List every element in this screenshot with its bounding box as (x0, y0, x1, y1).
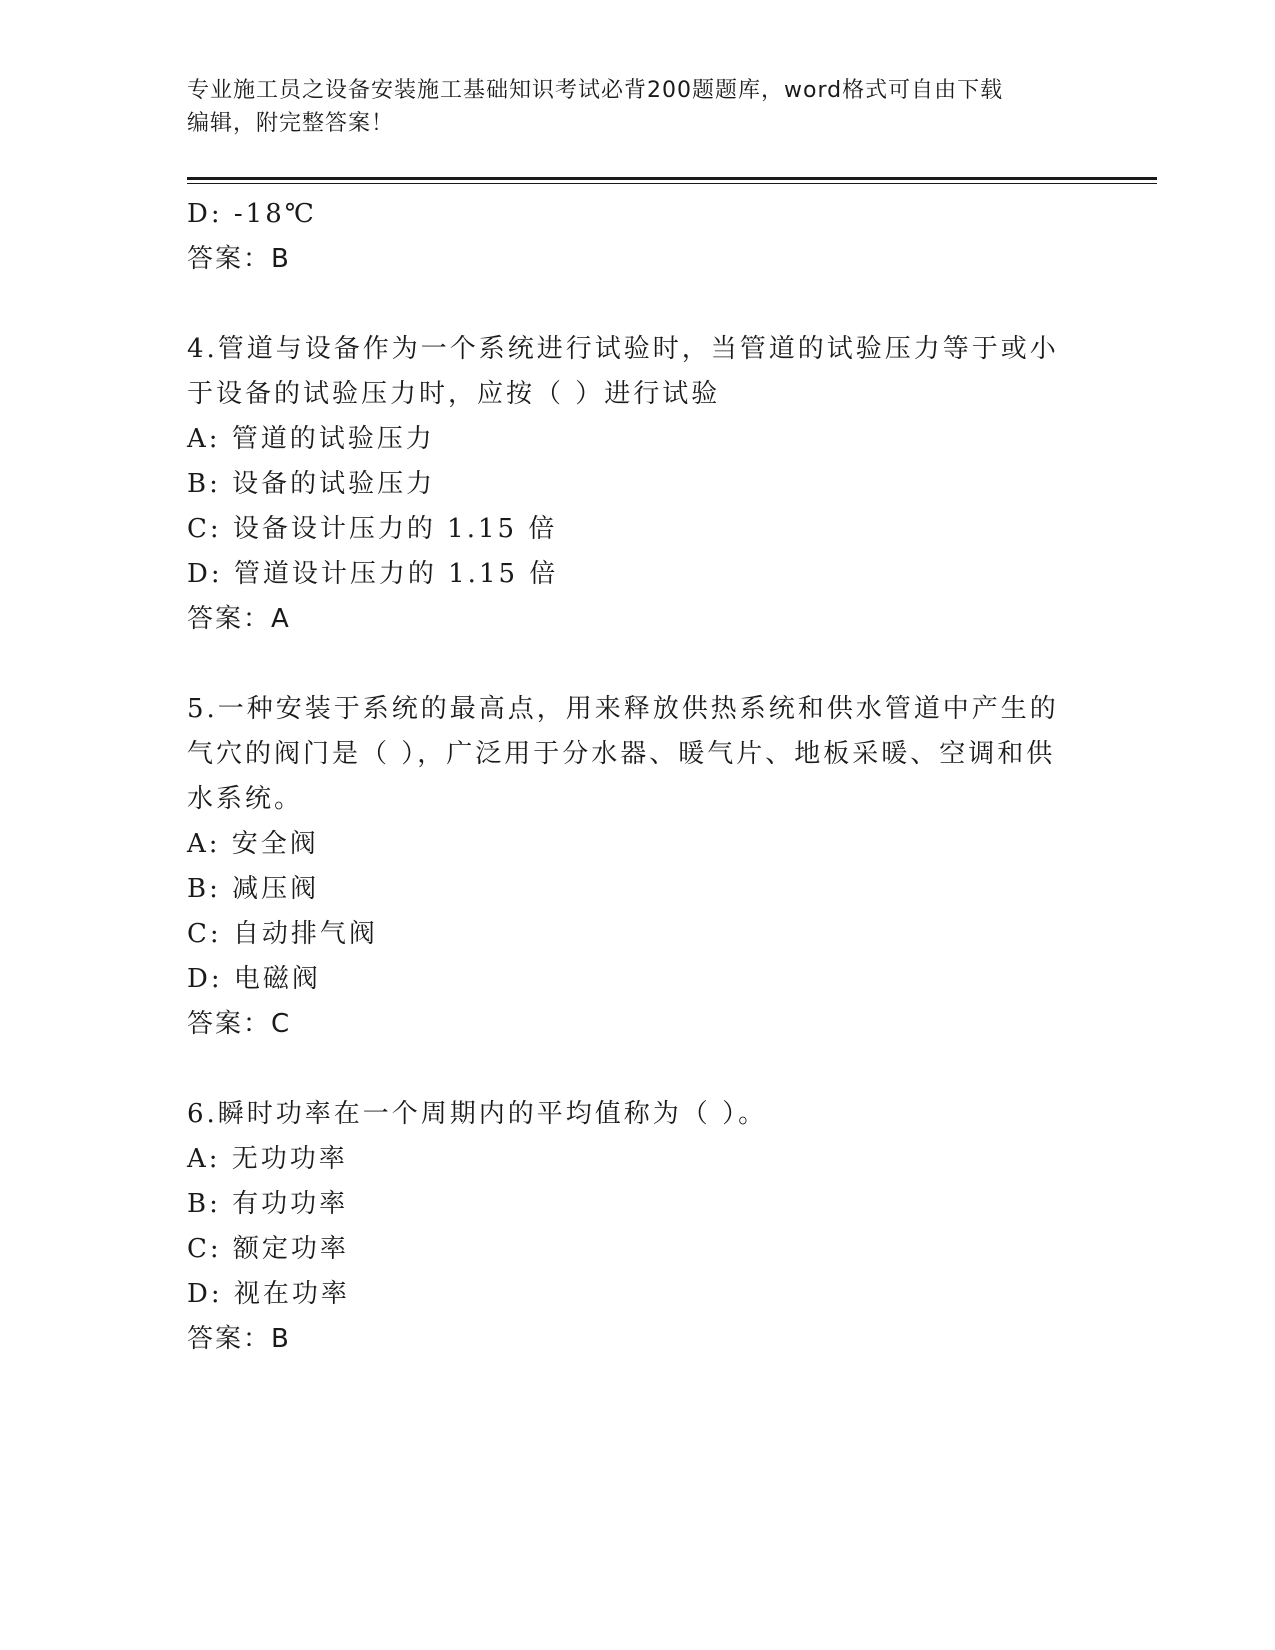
spacer (187, 642, 1087, 687)
header-divider-thick (187, 177, 1157, 180)
option-c: C: 设备设计压力的 1.15 倍 (187, 514, 558, 544)
answer-label: 答案：C (187, 1009, 292, 1039)
question-stem-line: 4.管道与设备作为一个系统进行试验时，当管道的试验压力等于或小 (187, 334, 1059, 364)
question-3-tail (187, 192, 1087, 282)
question-stem-line: 气穴的阀门是（ ），广泛用于分水器、暖气片、地板采暖、空调和供 (187, 739, 1056, 769)
option-b: B: 有功功率 (187, 1189, 349, 1219)
question-stem-line: 水系统。 (187, 784, 304, 814)
option-a: A: 安全阀 (187, 829, 319, 859)
option-b: B: 减压阀 (187, 874, 320, 904)
option-a: A: 无功功率 (187, 1144, 348, 1174)
question-5 (187, 687, 1087, 1047)
option-d: D: 视在功率 (187, 1279, 350, 1309)
header-divider-thin (187, 183, 1157, 184)
answer-label: 答案：B (187, 244, 291, 274)
header-line-2: 编辑，附完整答案！ (187, 111, 395, 136)
option-a: A: 管道的试验压力 (187, 424, 435, 454)
option-c: C: 自动排气阀 (187, 919, 378, 949)
answer-label: 答案：A (187, 604, 291, 634)
question-list (187, 192, 1087, 1362)
header-line-1: 专业施工员之设备安装施工基础知识考试必背200题题库，word格式可自由下载 (187, 78, 1004, 103)
option-b: B: 设备的试验压力 (187, 469, 436, 499)
question-4 (187, 327, 1087, 642)
option-d: D: 电磁阀 (187, 964, 321, 994)
option-c: C: 额定功率 (187, 1234, 349, 1264)
spacer (187, 282, 1087, 327)
question-stem-line: 于设备的试验压力时，应按（ ）进行试验 (187, 379, 721, 409)
option-d: D: -18℃ (187, 199, 317, 229)
document-page (187, 0, 1157, 1650)
spacer (187, 1047, 1087, 1092)
question-6 (187, 1092, 1087, 1362)
document-header (187, 74, 1087, 140)
option-d: D: 管道设计压力的 1.15 倍 (187, 559, 559, 589)
answer-label: 答案：B (187, 1324, 291, 1354)
question-stem-line: 6.瞬时功率在一个周期内的平均值称为（ ）。 (187, 1099, 768, 1129)
question-stem-line: 5.一种安装于系统的最高点，用来释放供热系统和供水管道中产生的 (187, 694, 1059, 724)
